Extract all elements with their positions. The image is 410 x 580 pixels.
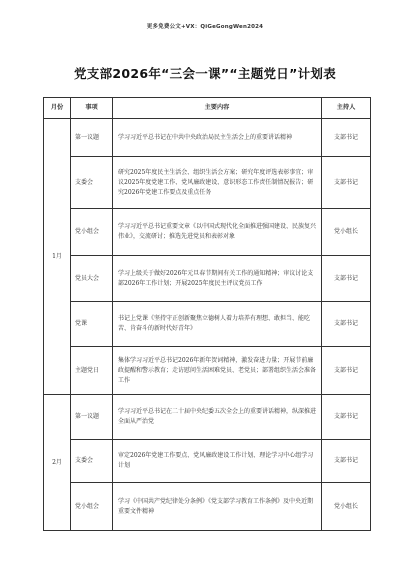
host-cell: 支部书记: [322, 395, 371, 440]
table-row: [44, 302, 371, 347]
table-row: [44, 347, 371, 395]
column-header-item: 事项: [71, 98, 113, 119]
host-cell: 支部书记: [322, 119, 371, 157]
host-cell: 支部书记: [322, 256, 371, 302]
table-row: [44, 256, 371, 302]
content-cell: 学习《中国共产党纪律处分条例》《党支部学习教育工作条例》及中央近期重要文件精神: [113, 483, 322, 531]
item-cell: 第一议题: [71, 395, 113, 440]
content-cell: 学习习近平总书记在二十届中央纪委五次全会上的重要讲话精神，纵深推进全面从严治党: [113, 395, 322, 440]
month-cell: 1月: [44, 119, 71, 395]
content-cell: 学习习近平总书记在中共中央政治局民主生活会上的重要讲话精神: [113, 119, 322, 157]
page-header-note: 更多免费公文+VX：QiGeGongWen2024: [146, 24, 264, 30]
item-cell: 党小组会: [71, 209, 113, 256]
table-row: [44, 483, 371, 531]
item-cell: 支委会: [71, 440, 113, 483]
table-row: [44, 157, 371, 209]
content-cell: 学习习近平总书记重要文章《以中国式现代化全面推进强国建设、民族复兴伟业》，交流研讨；推选先进党员和表彰对象: [113, 209, 322, 256]
content-cell: 审定2026年党建工作要点、党风廉政建设工作计划、理论学习中心组学习计划: [113, 440, 322, 483]
content-cell: 集体学习习近平总书记2026年新年贺词精神，激发奋进力量；开展节前廉政提醒和警示教育；走访慰问生活困难党员、老党员；部署组织生活会准备工作: [113, 347, 322, 395]
content-cell: 研究2025年度民主生活会、组织生活会方案；研究年度评选表彰事宜；审议2025年度党建工作、党风廉政建设、意识形态工作责任制情况报告；研究2026年党建工作要点及重点任务: [113, 157, 322, 209]
item-cell: 主题党日: [71, 347, 113, 395]
item-cell: 支委会: [71, 157, 113, 209]
host-cell: 支部书记: [322, 157, 371, 209]
host-cell: 支部书记: [322, 347, 371, 395]
table-header-row: [44, 98, 371, 119]
column-header-month: 月份: [44, 98, 71, 119]
month-cell: 2月: [44, 395, 71, 531]
host-cell: 党小组长: [322, 483, 371, 531]
content-cell: 学习上级关于做好2026年元旦春节期间有关工作的通知精神；审议讨论支部2026年工作计划；开展2025年度民主评议党员工作: [113, 256, 322, 302]
host-cell: 党小组长: [322, 209, 371, 256]
column-header-host: 主持人: [322, 98, 371, 119]
content-cell: 书记上党课《坚持守正创新聚焦立德树人着力培养有理想、敢担当、能吃苦、肯奋斗的新时代好青年》: [113, 302, 322, 347]
table-row: [44, 209, 371, 256]
item-cell: 党课: [71, 302, 113, 347]
table-row: [44, 440, 371, 483]
item-cell: 第一议题: [71, 119, 113, 157]
item-cell: 党员大会: [71, 256, 113, 302]
plan-table: [43, 97, 371, 531]
item-cell: 党小组会: [71, 483, 113, 531]
column-header-content: 主要内容: [113, 98, 322, 119]
host-cell: 支部书记: [322, 440, 371, 483]
host-cell: 支部书记: [322, 302, 371, 347]
document-title: 党支部2026年“三会一课”“主题党日”计划表: [73, 66, 337, 81]
table-row: [44, 395, 371, 440]
table-row: [44, 119, 371, 157]
